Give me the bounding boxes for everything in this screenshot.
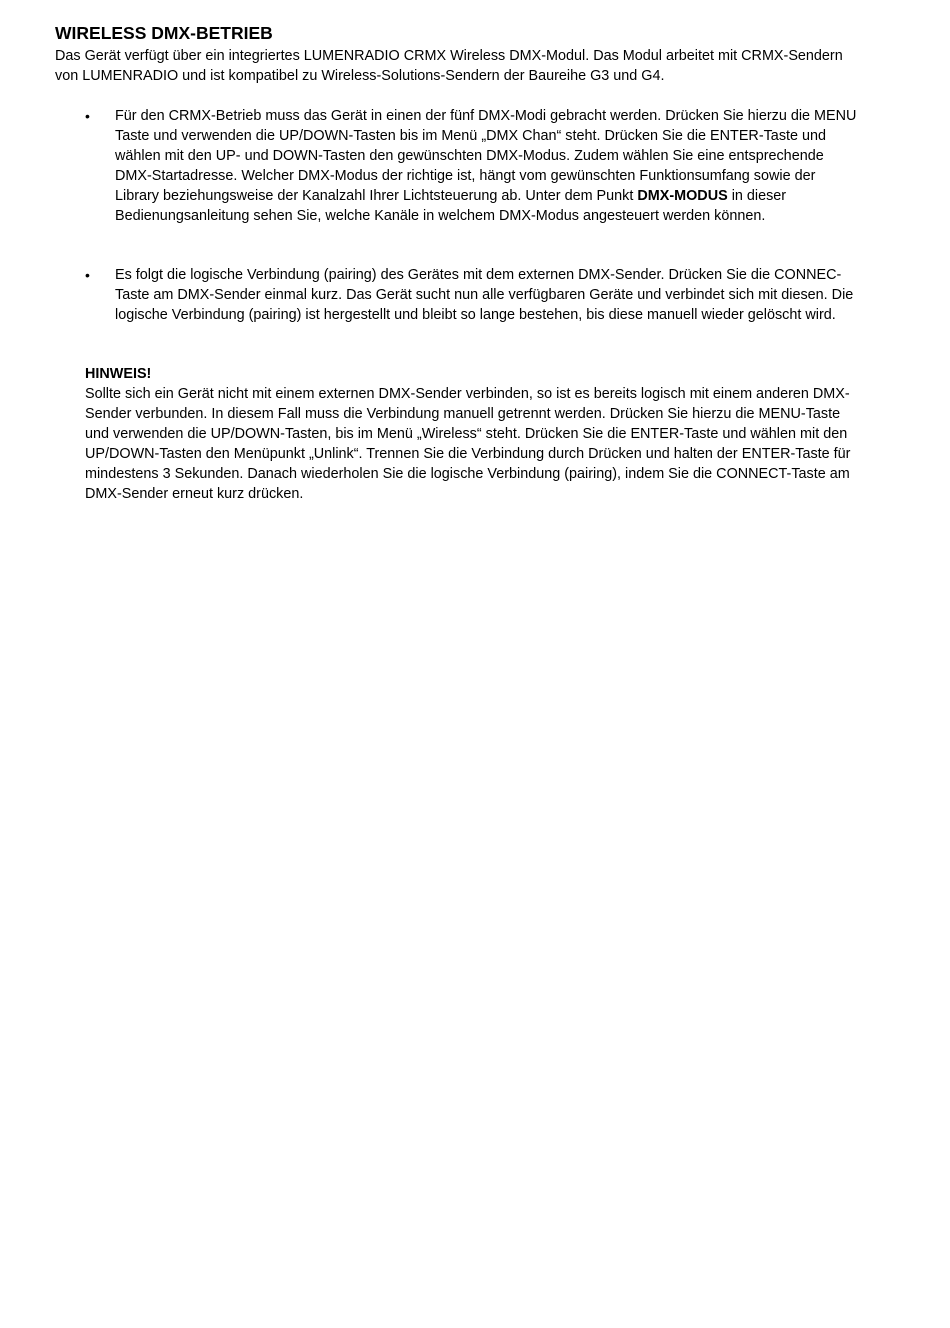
bullet-icon: •: [85, 108, 90, 124]
section-title: WIRELESS DMX-BETRIEB: [55, 23, 273, 43]
list-item-bold-term: DMX-MODUS: [637, 188, 728, 204]
note-heading: HINWEIS!: [85, 366, 152, 382]
list-item: [85, 106, 860, 226]
list-item-text: Es folgt die logische Verbindung (pairing) des Gerätes mit dem externen DMX-Sender. Drücken Sie die CONNEC-Taste am DMX-Sender einmal kurz. Das Gerät sucht nun alle verfügbaren Geräte und verbindet sich mit diesen. Die logische Verbindung (pairing) ist hergestellt und bleibt so lange bestehen, bis diese manuell wieder gelöscht wird.: [115, 267, 854, 323]
list-item-text-tail: in dieser Bedienungsanleitung sehen Sie, welche Kanäle in welchem DMX-Modus angesteuert werden können.: [115, 188, 787, 224]
list-item-text: Für den CRMX-Betrieb muss das Gerät in einen der fünf DMX-Modi gebracht werden. Drücken Sie hierzu die MENU Taste und verwenden die UP/DOWN-Tasten bis im Menü „DMX Chan“ steht. Drücken Sie die ENTER-Taste und wählen mit den UP- und DOWN-Tasten den gewünschten DMX-Modus. Zudem wählen Sie eine entsprechende DMX-Startadresse. Welcher DMX-Modus der richtige ist, hängt vom gewünschten Funktionsumfang sowie der Library beziehungsweise der Kanalzahl Ihrer Lichtsteuerung ab. Unter dem Punkt: [115, 108, 857, 204]
bullet-icon: •: [85, 267, 90, 283]
note-paragraph: Sollte sich ein Gerät nicht mit einem externen DMX-Sender verbinden, so ist es bereits logisch mit einem anderen DMX-Sender verbunden. In diesem Fall muss die Verbindung manuell getrennt werden. Drücken Sie hierzu die MENU-Taste und verwenden die UP/DOWN-Tasten, bis im Menü „Wireless“ steht. Drücken Sie die ENTER-Taste und wählen mit den UP/DOWN-Tasten den Menüpunkt „Unlink“. Trennen Sie die Verbindung durch Drücken und halten der ENTER-Taste für mindestens 3 Sekunden. Danach wiederholen Sie die logische Verbindung (pairing), indem Sie die CONNECT-Taste am DMX-Sender erneut kurz drücken.: [85, 386, 851, 502]
list-item: [85, 265, 860, 325]
intro-paragraph: Das Gerät verfügt über ein integriertes LUMENRADIO CRMX Wireless DMX-Modul. Das Modul arbeitet mit CRMX-Sendern von LUMENRADIO und ist kompatibel zu Wireless-Solutions-Sendern der Baureihe G3 und G4.: [55, 48, 843, 84]
